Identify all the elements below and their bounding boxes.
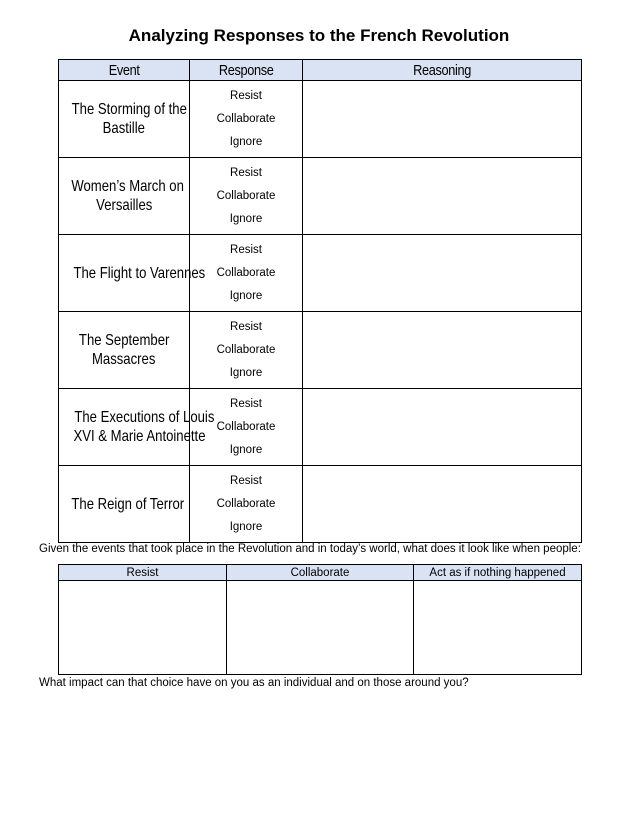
response-option-collaborate[interactable]: Collaborate <box>216 343 276 356</box>
prompt-question-1: Given the events that took place in the Revolution and in today’s world, what does it look like when people: <box>39 543 581 555</box>
response-option-collaborate[interactable]: Collaborate <box>216 497 276 510</box>
event-name-text: The Executions of Louis <box>74 409 215 426</box>
nothing-answer-cell[interactable] <box>414 581 582 675</box>
reasoning-cell[interactable] <box>303 158 582 235</box>
response-option-ignore[interactable]: Ignore <box>229 289 263 302</box>
resist-answer-cell[interactable] <box>59 581 227 675</box>
event-name-cell <box>59 235 206 312</box>
response-option-collaborate[interactable]: Collaborate <box>216 189 276 202</box>
collaborate-answer-cell[interactable] <box>227 581 414 675</box>
event-row <box>59 312 582 389</box>
response-option-collaborate[interactable]: Collaborate <box>216 112 276 125</box>
reasoning-cell[interactable] <box>303 466 582 543</box>
response-option-ignore[interactable]: Ignore <box>229 366 263 379</box>
event-name-text: The Storming of the <box>71 101 187 118</box>
response-option-collaborate[interactable]: Collaborate <box>216 420 276 433</box>
response-option-resist[interactable]: Resist <box>230 474 262 487</box>
reasoning-cell[interactable] <box>303 81 582 158</box>
response-options-cell <box>190 158 303 235</box>
event-row <box>59 466 582 543</box>
events-table <box>58 59 582 543</box>
event-name-cell <box>59 158 190 235</box>
event-name-text: The Reign of Terror <box>71 495 185 513</box>
response-option-resist[interactable]: Resist <box>230 320 262 333</box>
events-table-header <box>59 60 582 81</box>
header-act-as-if-nothing: Act as if nothing happened <box>414 565 582 581</box>
response-options-cell <box>190 312 303 389</box>
header-response: Response <box>190 60 303 81</box>
event-name-cell <box>59 389 215 466</box>
response-option-resist[interactable]: Resist <box>230 166 262 179</box>
event-row <box>59 235 582 312</box>
response-option-ignore[interactable]: Ignore <box>229 520 263 533</box>
event-name-text: The September <box>78 332 170 349</box>
event-name-text: XVI & Marie Antoinette <box>73 428 206 445</box>
response-options-cell <box>190 81 303 158</box>
event-name-cell <box>59 81 190 158</box>
response-option-resist[interactable]: Resist <box>230 397 262 410</box>
response-option-ignore[interactable]: Ignore <box>229 212 263 225</box>
event-name-text: Versailles <box>95 197 153 214</box>
prompt-question-2: What impact can that choice have on you as an individual and on those around you? <box>39 677 469 689</box>
event-name-cell <box>59 466 190 543</box>
response-option-ignore[interactable]: Ignore <box>229 135 263 148</box>
response-option-ignore[interactable]: Ignore <box>229 443 263 456</box>
response-options-cell <box>190 389 303 466</box>
response-options-cell <box>190 235 303 312</box>
header-reasoning: Reasoning <box>303 60 582 81</box>
event-name-text: Massacres <box>92 351 156 368</box>
header-resist: Resist <box>59 565 227 581</box>
header-collaborate: Collaborate <box>227 565 414 581</box>
response-options-cell <box>190 466 303 543</box>
actions-answer-row <box>59 581 582 675</box>
response-option-collaborate[interactable]: Collaborate <box>216 266 276 279</box>
reasoning-cell[interactable] <box>303 312 582 389</box>
header-event: Event <box>59 60 190 81</box>
event-name-text: Bastille <box>102 120 146 137</box>
response-option-resist[interactable]: Resist <box>230 89 262 102</box>
page-title: Analyzing Responses to the French Revolution <box>128 26 510 45</box>
reasoning-cell[interactable] <box>303 389 582 466</box>
actions-table-header <box>59 565 582 581</box>
response-option-resist[interactable]: Resist <box>230 243 262 256</box>
event-name-text: The Flight to Varennes <box>73 264 206 282</box>
event-name-text: Women’s March on <box>71 178 184 195</box>
event-row <box>59 158 582 235</box>
reasoning-cell[interactable] <box>303 235 582 312</box>
event-row <box>59 389 582 466</box>
event-row <box>59 81 582 158</box>
actions-table <box>58 564 582 675</box>
event-name-cell <box>59 312 190 389</box>
